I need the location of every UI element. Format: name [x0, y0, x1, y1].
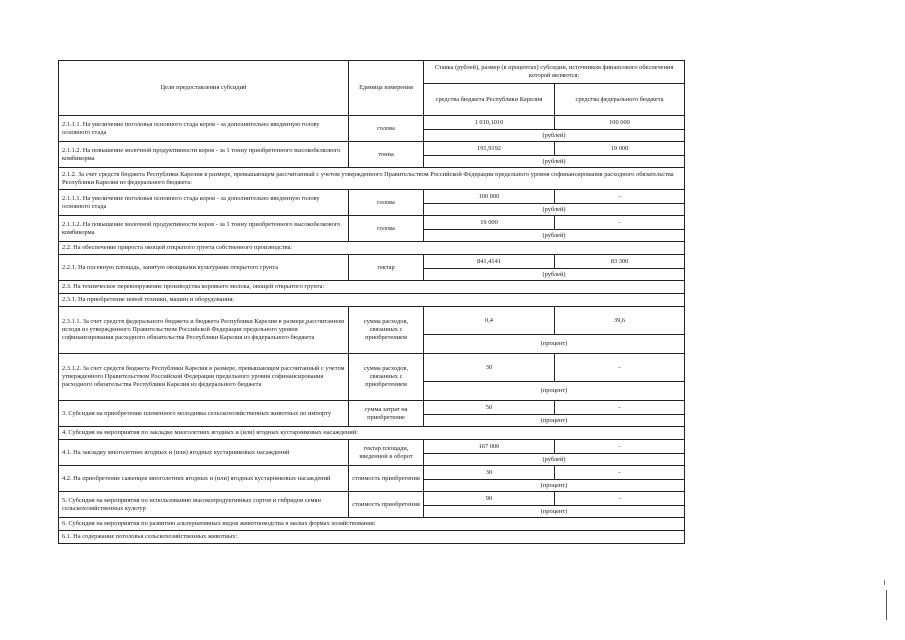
fed-value-cell: - [555, 466, 685, 480]
subsidy-table [58, 60, 685, 544]
table-row [59, 216, 685, 230]
rk-value-cell: 841,4141 [424, 255, 555, 269]
rk-value-cell: 19 000 [424, 216, 555, 230]
goal-cell: 2.1.1.2. На повышение молочной продуктивности коров - за 1 тонну приобретенного высокобелкового комбикорма [59, 216, 349, 242]
header-col-rk: средства бюджета Республики Карелия [424, 84, 555, 116]
table-row [59, 466, 685, 480]
table-row [59, 401, 685, 415]
rk-value-cell: 100 000 [424, 190, 555, 204]
rk-value-cell: 1 010,1010 [424, 116, 555, 130]
unit-cell: голова [349, 190, 424, 216]
section-text: 6.1. На содержание поголовья сельскохозяйственных животных: [59, 531, 685, 544]
fed-value-cell: 39,6 [555, 307, 685, 335]
measure-note-cell: (процент) [424, 415, 685, 427]
table-row [59, 190, 685, 204]
goal-cell: 2.1.1.1. На увеличение поголовья основного стада коров - за дополнительно введенную голову основного стада [59, 116, 349, 142]
unit-cell: голова [349, 216, 424, 242]
section-text: 2.1.2. За счет средств бюджета Республики Карелия в размере, превышающем рассчитанный с учетом утвержденного Правительством Российской Федерации предельного уровня софинансирования расходного обязательства Республики Карелия из федерального бюджета: [59, 168, 685, 190]
table-body [59, 116, 685, 544]
section-text: 2.2. На обеспечение прироста овощей открытого грунта собственного производства: [59, 242, 685, 255]
fed-value-cell: - [555, 354, 685, 382]
header-col-fed: средства федерального бюджета [555, 84, 685, 116]
goal-cell: 5. Субсидия на мероприятия по использованию высокопродуктивных сортов и гибридов семян сельскохозяйственных культур [59, 492, 349, 518]
section-text: 2.3. На техническое перевооружение производства коровьего молока, овощей открытого грунта: [59, 281, 685, 294]
measure-note-cell: (рублей) [424, 454, 685, 466]
unit-cell: тонна [349, 142, 424, 168]
fed-value-cell: 83 300 [555, 255, 685, 269]
header-rate: Ставка (рублей), размер (в процентах) субсидии, источником финансового обеспечения которой являются: [424, 61, 685, 84]
unit-cell: голова [349, 116, 424, 142]
measure-note-cell: (рублей) [424, 269, 685, 281]
rk-value-cell: 191,9192 [424, 142, 555, 156]
fed-value-cell: - [555, 401, 685, 415]
section-text: 2.3.1. На приобретение новой техники, машин и оборудования: [59, 294, 685, 307]
fed-value-cell: - [555, 440, 685, 454]
measure-note-cell: (рублей) [424, 204, 685, 216]
section-text: 4. Субсидия на мероприятия по закладке многолетних ягодных и (или) ягодных кустарниковых насаждений: [59, 427, 685, 440]
rk-value-cell: 0,4 [424, 307, 555, 335]
header-goal: Цели предоставления субсидий [59, 61, 349, 116]
measure-note-cell: (процент) [424, 335, 685, 354]
table-row [59, 354, 685, 382]
section-row [59, 281, 685, 294]
table-row [59, 307, 685, 335]
measure-note-cell: (рублей) [424, 156, 685, 168]
measure-note-cell: (процент) [424, 480, 685, 492]
document-page [58, 60, 684, 544]
table-row [59, 255, 685, 269]
section-row [59, 427, 685, 440]
goal-cell: 2.1.1.2. На повышение молочной продуктивности коров - за 1 тонну приобретенного высокобелкового комбикорма [59, 142, 349, 168]
table-row [59, 492, 685, 506]
unit-cell: гектар площади, введенной в оборот [349, 440, 424, 466]
unit-cell: гектар [349, 255, 424, 281]
rk-value-cell: 30 [424, 466, 555, 480]
table-row [59, 116, 685, 130]
rk-value-cell: 167 000 [424, 440, 555, 454]
fed-value-cell: - [555, 216, 685, 230]
fed-value-cell: 19 000 [555, 142, 685, 156]
rk-value-cell: 30 [424, 354, 555, 382]
goal-cell: 2.2.1. На посевную площадь, занятую овощными культурами открытого грунта [59, 255, 349, 281]
section-row [59, 242, 685, 255]
measure-note-cell: (процент) [424, 382, 685, 401]
unit-cell: стоимость приобретения [349, 466, 424, 492]
rk-value-cell: 90 [424, 492, 555, 506]
unit-cell: сумма расходов, связанных с приобретением [349, 307, 424, 354]
goal-cell: 2.3.1.1. За счет средств федерального бюджета и бюджета Республики Карелия в размере,рассчитанном исходя из утвержденного Правительством Российской Федерации предельного уровня софинансирования расходного обязательства Республики Карелия из федерального бюджета [59, 307, 349, 354]
scan-mark [886, 590, 887, 620]
section-row [59, 518, 685, 531]
unit-cell: стоимость приобретения [349, 492, 424, 518]
goal-cell: 4.2. На приобретение саженцев многолетних ягодных и (или) ягодных кустарниковых насаждений [59, 466, 349, 492]
table-row [59, 142, 685, 156]
goal-cell: 4.1. На закладку многолетних ягодных и (или) ягодных кустарниковых насаждений [59, 440, 349, 466]
measure-note-cell: (рублей) [424, 230, 685, 242]
rk-value-cell: 50 [424, 401, 555, 415]
fed-value-cell: - [555, 492, 685, 506]
measure-note-cell: (процент) [424, 506, 685, 518]
goal-cell: 2.1.1.1. На увеличение поголовья основного стада коров - за дополнительно введенную голову основного стада [59, 190, 349, 216]
goal-cell: 2.3.1.2. За счет средств бюджета Республики Карелия в размере, превышающем рассчитанный с учетом утвержденного Правительством Российской Федерации предельного уровня софинансирования расходного обязательства Республики Карелия из федерального бюджета [59, 354, 349, 401]
section-row [59, 531, 685, 544]
header-unit: Единица измерения [349, 61, 424, 116]
fed-value-cell: - [555, 190, 685, 204]
table-row [59, 440, 685, 454]
section-row [59, 294, 685, 307]
unit-cell: сумма расходов, связанных с приобретением [349, 354, 424, 401]
section-text: 6. Субсидия на мероприятия по развитию альтернативных видов животноводства в малых формах хозяйствования: [59, 518, 685, 531]
section-row [59, 168, 685, 190]
goal-cell: 3. Субсидия на приобретение племенного молодняка сельскохозяйственных животных по импорту [59, 401, 349, 427]
measure-note-cell: (рублей) [424, 130, 685, 142]
fed-value-cell: 100 000 [555, 116, 685, 130]
unit-cell: сумма затрат на приобретение [349, 401, 424, 427]
scan-mark [884, 580, 885, 585]
